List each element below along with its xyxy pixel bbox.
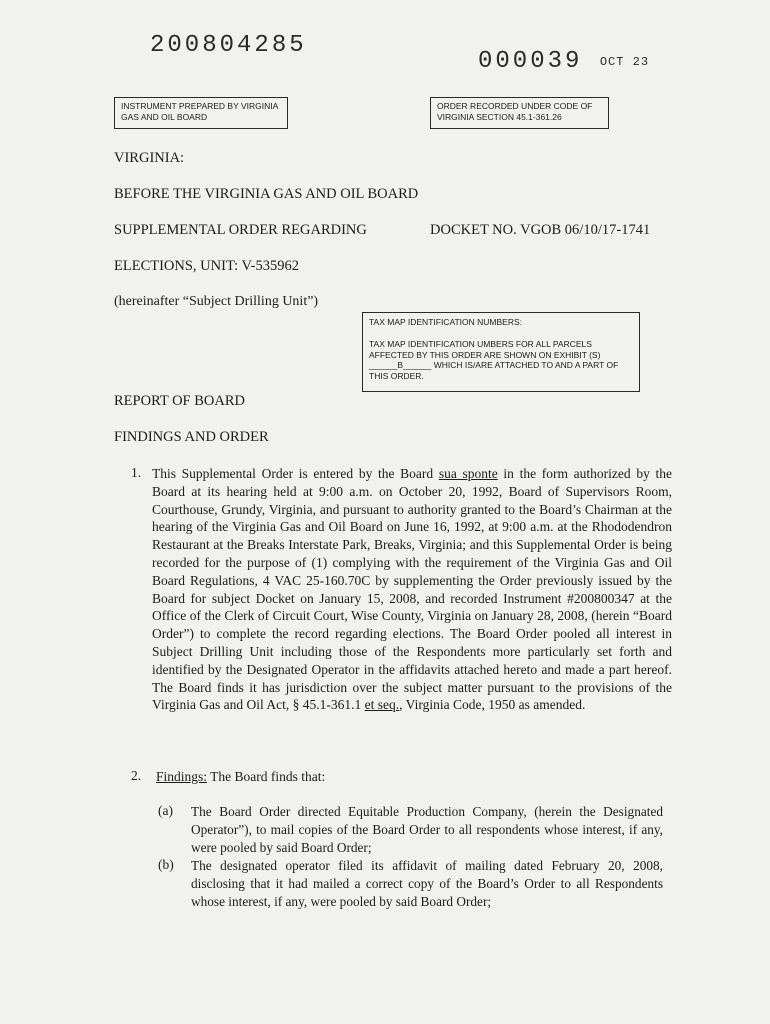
- tax-map-box: [362, 312, 640, 392]
- docket-number: DOCKET NO. VGOB 06/10/17-1741: [430, 222, 651, 238]
- board-heading: BEFORE THE VIRGINIA GAS AND OIL BOARD: [114, 186, 419, 202]
- paragraph-1: [152, 465, 672, 714]
- record-date: OCT 23: [599, 55, 650, 69]
- state-heading: VIRGINIA:: [114, 150, 185, 166]
- findings-intro: The Board finds that:: [207, 769, 326, 784]
- report-heading: REPORT OF BOARD: [114, 393, 246, 409]
- recorded-under-box: ORDER RECORDED UNDER CODE OF VIRGINIA SECTION 45.1-361.26: [430, 97, 609, 129]
- subitem-b: The designated operator filed its affidavit of mailing dated February 20, 2008, disclosing that it had mailed a correct copy of the Board’s Order to all Respondents whose interest, if any, were pooled by said Board Order;: [191, 858, 663, 909]
- record-number: 000039: [478, 48, 583, 75]
- findings-order-heading: FINDINGS AND ORDER: [114, 429, 269, 445]
- elections-unit: ELECTIONS, UNIT: V-535962: [114, 258, 299, 274]
- findings-label: Findings:: [156, 769, 208, 784]
- tax-map-header: TAX MAP IDENTIFICATION NUMBERS:: [369, 317, 523, 327]
- subitem-a: The Board Order directed Equitable Production Company, (herein the Designated Operator”), to mail copies of the Board Order to all respondents whose interest, if any, were pooled by said Board Order;: [191, 804, 663, 855]
- paragraph-number: 2.: [131, 768, 142, 783]
- hereinafter-note: (hereinafter “Subject Drilling Unit”): [114, 294, 319, 309]
- prepared-by-box: INSTRUMENT PREPARED BY VIRGINIA GAS AND OIL BOARD: [114, 97, 288, 129]
- instrument-number-stamp: 200804285: [150, 32, 307, 59]
- sua-sponte: sua sponte: [438, 466, 498, 481]
- paragraph-2: [156, 768, 556, 786]
- record-number-stamp: [478, 48, 649, 75]
- et-seq: et seq.: [364, 697, 400, 713]
- order-title: SUPPLEMENTAL ORDER REGARDING: [114, 222, 367, 238]
- paragraph-number: 1.: [131, 465, 142, 480]
- paragraph-1-body: in the form authorized by the Board at its hearing held at 9:00 a.m. on October 20, 1992, Board of Supervisors Room, Courthouse, Grundy, Virginia, and pursuant to authority granted to the Board’s Chairman at the hearing of the Virginia Gas and Oil Board on June 16, 1992, at 9:00 a.m. at the Rhododendron Restaurant at the Breaks Interstate Park, Breaks, Virginia; and this Supplemental Order is being recorded for the purpose of (1) complying with the requirement of the Virginia Gas and Oil Board Regulations, 4 VAC 25-160.70C by supplementing the Order previously issued by the Board for subject Docket on January 15, 2008, and recorded Instrument #200800347 at the Office of the Clerk of Circuit Court, Wise County, Virginia on January 28, 2008, (herein “Board Order”) to complete the record regarding elections. The Board Order pooled all interest in Subject Drilling Unit including those of the Respondents more particularly set forth and identified by the Designated Operator in the affidavits attached hereto and made a part hereof. The Board finds it has jurisdiction over the subject matter pursuant to the provisions of the Virginia Gas and Oil Act, § 45.1-361.1: [152, 466, 672, 713]
- paragraph-1-lead: This Supplemental Order is entered by the Board: [152, 466, 439, 481]
- paragraph-1-tail: , Virginia Code, 1950 as amended.: [399, 697, 586, 713]
- subitem-label: (b): [158, 857, 174, 872]
- subitem-label: (a): [158, 803, 173, 818]
- tax-map-body: TAX MAP IDENTIFICATION UMBERS FOR ALL PARCELS AFFECTED BY THIS ORDER ARE SHOWN ON EXHIBIT (S) ______B______ WHICH IS/ARE ATTACHED TO AND A PART OF THIS ORDER.: [369, 339, 619, 381]
